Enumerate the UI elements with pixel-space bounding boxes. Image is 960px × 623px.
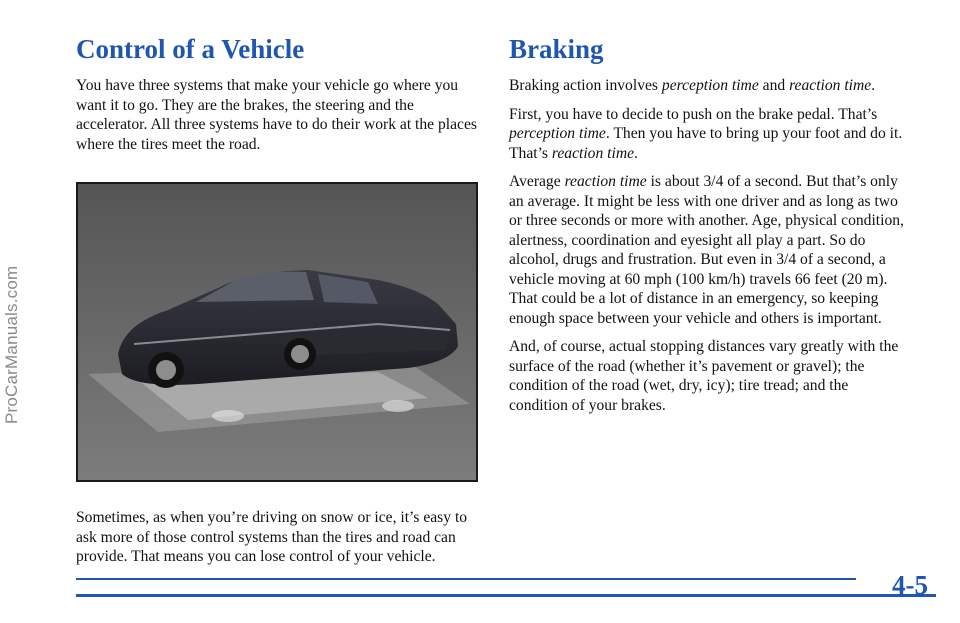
section-heading-braking: Braking bbox=[509, 34, 604, 64]
braking-intro-paragraph bbox=[509, 76, 909, 96]
traction-paragraph: Sometimes, as when you’re driving on snow or ice, it’s easy to ask more of those control systems than the tires and road can provide. That means you can lose control of your vehicle. bbox=[76, 509, 468, 565]
text-run: First, you have to decide to push on the brake pedal. That’s bbox=[509, 105, 878, 123]
section-heading-control: Control of a Vehicle bbox=[76, 34, 305, 64]
term-emphasis: reaction time bbox=[551, 144, 635, 162]
text-run: Average bbox=[509, 173, 565, 190]
term-emphasis: reaction time bbox=[789, 77, 872, 94]
page-number: 4-5 bbox=[892, 570, 928, 600]
text-run: . bbox=[871, 77, 876, 94]
sedan-illustration bbox=[78, 184, 476, 480]
reaction-time-paragraph bbox=[509, 172, 909, 328]
text-run: and bbox=[758, 77, 790, 94]
term-emphasis: reaction time bbox=[564, 173, 647, 190]
footer-rule-bottom bbox=[76, 594, 936, 597]
text-run: . Then you have to bring up your foot and do it. That’s bbox=[509, 125, 903, 162]
stopping-distance-paragraph: And, of course, actual stopping distances vary greatly with the surface of the road (whether it’s pavement or gravel); the condition of the road (wet, dry, icy); tire tread; and the condition of your brakes. bbox=[509, 338, 899, 414]
watermark: ProCarManuals.com bbox=[2, 265, 21, 425]
footer-rule-top bbox=[76, 578, 856, 580]
intro-paragraph: You have three systems that make your vehicle go where you want it to go. They are the brakes, the steering and the accelerator. All three systems have to do their work at the places where the tires meet the road. bbox=[76, 77, 477, 153]
text-run: is about 3/4 of a second. But that’s only an average. It might be less with one driver and as long as two or three seconds or more with another. Age, physical condition, alertness, coordination and eyesight all play a part. So do alcohol, drugs and frustration. But even in 3/4 of a second, a vehicle moving at 60 mph (100 km/h) travels 66 feet (20 m). That could be a lot of distance in an emergency, so keeping enough space between your vehicle and others is important. bbox=[509, 173, 904, 327]
perception-paragraph bbox=[509, 105, 909, 164]
right-column bbox=[509, 32, 909, 415]
term-emphasis: perception time bbox=[661, 77, 759, 94]
text-run: . bbox=[634, 144, 638, 162]
text-run: Braking action involves bbox=[509, 77, 662, 94]
left-column bbox=[76, 32, 482, 567]
term-emphasis: perception time bbox=[509, 125, 606, 142]
vehicle-photo bbox=[76, 182, 478, 482]
